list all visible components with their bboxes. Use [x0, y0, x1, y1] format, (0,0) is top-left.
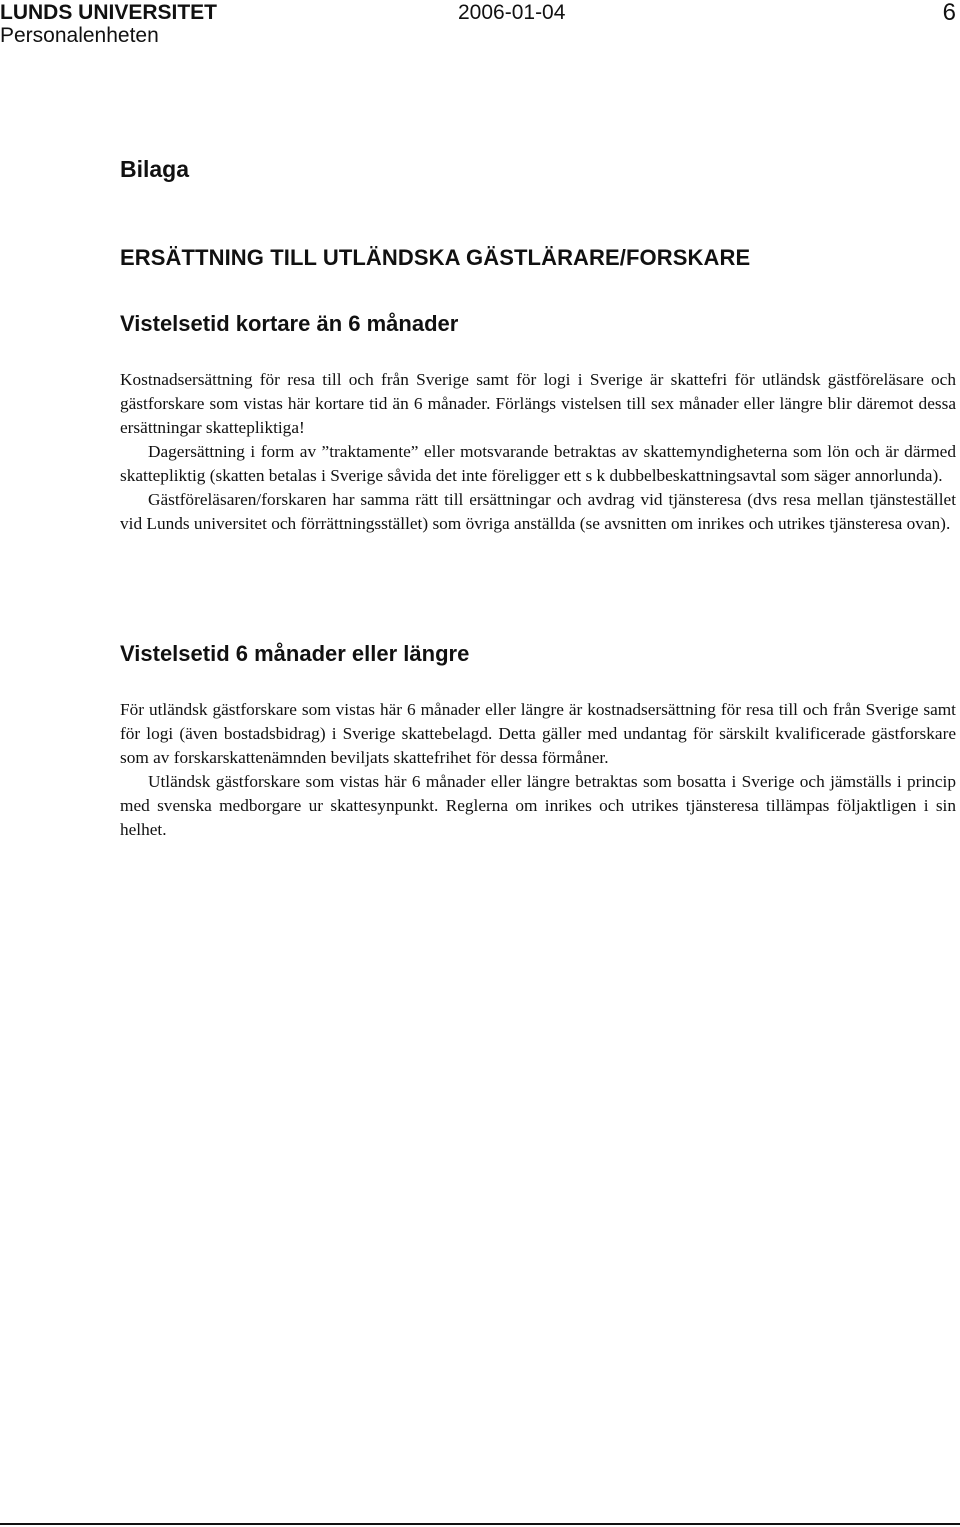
paragraph: Dagersättning i form av ”traktamente” eller motsvarande betraktas av skattemyndigheterna som lön och är därmed skattepliktig (skatten betalas i Sverige såvida det inte föreligger ett s k dubbelbeskattningsavtal som säger annorlunda). — [120, 442, 956, 485]
header-date: 2006-01-04 — [458, 1, 566, 24]
paragraph: Gästföreläsaren/forskaren har samma rätt till ersättningar och avdrag vid tjänsteresa (dvs resa mellan tjänstestället vid Lunds universitet och förrättningsstället) som övriga anställda (se avsnitten om inrikes och utrikes tjänsteresa ovan). — [120, 490, 956, 533]
appendix-title: Bilaga — [120, 156, 190, 182]
paragraph: För utländsk gästforskare som vistas här 6 månader eller längre är kostnadsersättning för resa till och från Sverige samt för logi (även bostadsbidrag) i Sverige skattebelagd. Detta gäller med undantag för särskilt kvalificerade gästforskare som av forskarskattenämnden beviljats skattefrihet för dessa förmåner. — [120, 700, 956, 767]
page-number: 6 — [942, 0, 956, 26]
header-organization: LUNDS UNIVERSITET — [0, 1, 218, 24]
section-body-short-stay — [120, 368, 956, 536]
paragraph: Kostnadsersättning för resa till och från Sverige samt för logi i Sverige är skattefri för utländsk gästföreläsare och gästforskare som vistas här kortare tid än 6 månader. Förlängs vistelsen till sex månader eller längre blir däremot dessa ersättningar skattepliktiga! — [120, 370, 956, 437]
header-department: Personalenheten — [0, 24, 159, 47]
section-heading-long-stay: Vistelsetid 6 månader eller längre — [120, 641, 470, 666]
main-title: ERSÄTTNING TILL UTLÄNDSKA GÄSTLÄRARE/FORSKARE — [120, 245, 751, 270]
footer-rule — [0, 1523, 960, 1525]
paragraph: Utländsk gästforskare som vistas här 6 månader eller längre betraktas som bosatta i Sverige och jämställs i princip med svenska medborgare ur skattesynpunkt. Reglerna om inrikes och utrikes tjänsteresa tillämpas följaktligen i sin helhet. — [120, 772, 956, 839]
section-heading-short-stay: Vistelsetid kortare än 6 månader — [120, 311, 459, 336]
section-body-long-stay — [120, 698, 956, 842]
